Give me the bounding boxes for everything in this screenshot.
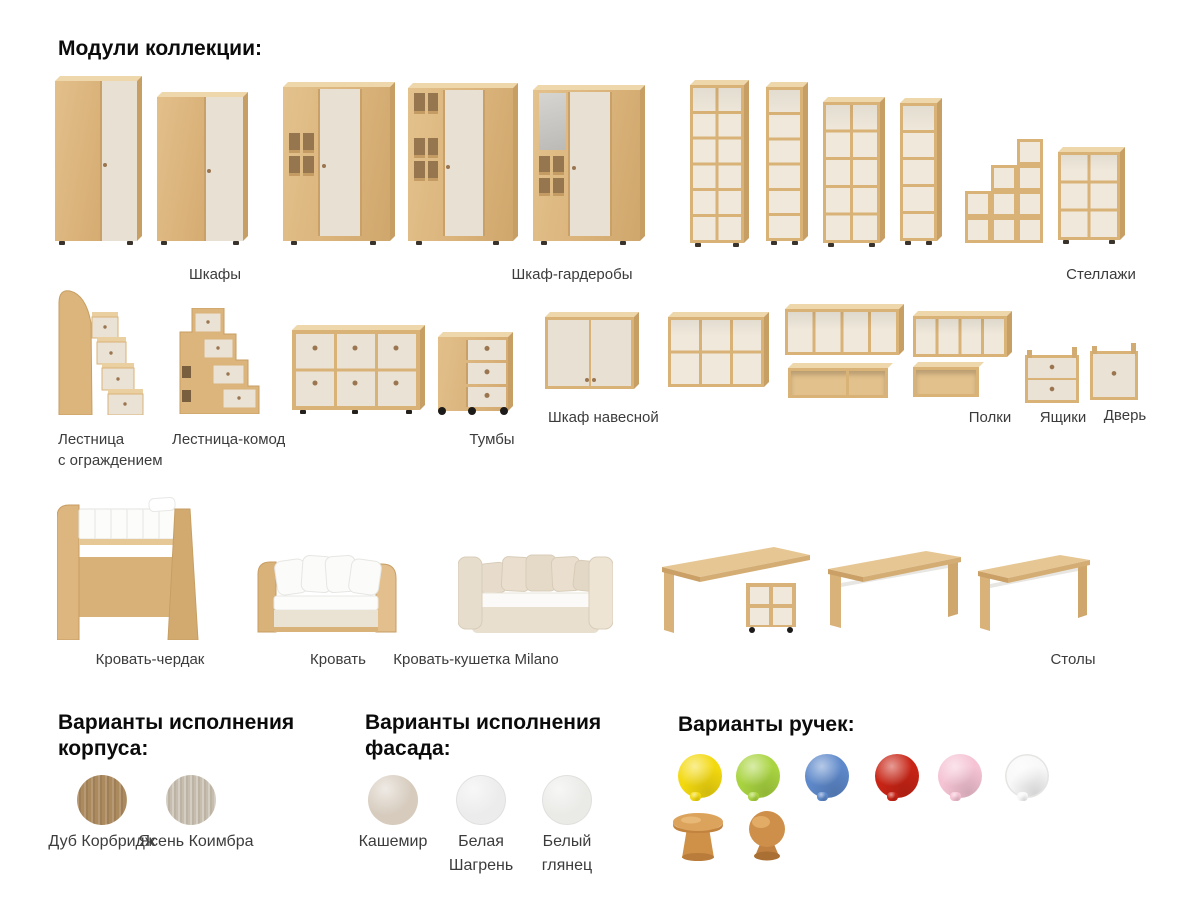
cubby-cell [303,156,314,176]
foot [300,410,306,414]
insert-door [1093,354,1135,397]
side-panel [803,82,808,241]
label-loft-bed: Кровать-чердак [95,651,205,668]
foot [59,241,65,245]
body-swatch-label: Дуб Корбридж [48,833,156,850]
foot [291,241,297,245]
wall-shelf-illustration [788,368,888,398]
dresser-illustration [292,330,420,410]
label-wardrobe-closets: Шкаф-гардеробы [511,266,633,283]
facade-options-title-line2: фасада: [365,737,451,760]
side-panel [390,82,395,241]
handle-knob-blue [805,754,849,798]
label-wardrobes: Шкафы [188,266,242,283]
daybed-illustration [458,545,613,638]
cubby-cell [303,133,314,153]
shelf-unit-2x6 [690,85,744,243]
right-leg-panel [948,559,958,617]
pillows [274,555,382,596]
left-arm [258,562,276,632]
knob-handle [207,169,211,173]
foot [828,243,834,247]
shelf-unit-1x5 [900,103,937,241]
foot [493,241,499,245]
facade-swatch-white-gloss [542,775,592,825]
wardrobe-closet-mirror-illustration [533,90,640,241]
side-panel [420,325,425,410]
caster-wheel [468,407,476,415]
label-wall-cabinet: Шкаф навесной [548,409,659,426]
cream-door [568,92,612,236]
cubby-cell [289,133,300,153]
top-panel [1058,147,1125,152]
cabinet-doors [548,320,631,386]
sphere-highlight [752,816,770,828]
ladder-steps [92,312,143,415]
top-panel [545,312,639,317]
wall-shelf-illustration [913,367,979,397]
top-panel [913,311,1012,316]
drawer-front [466,340,506,360]
label-ladder-line2: с ограждением [58,452,163,469]
desk-small-illustration [978,555,1090,631]
drawer-front [1028,380,1076,400]
top-panel [283,82,395,87]
caster-wheel [500,407,508,415]
cube-shelf-3x2 [668,317,764,387]
facade-swatch-label: глянец [541,857,593,874]
handle-knob-yellow [678,754,722,798]
drawer-stack [466,340,506,407]
mattress [79,497,175,539]
side-panel [243,92,248,241]
label-ladder-line1: Лестница [58,431,125,448]
cap-highlight [681,817,701,824]
foot [792,241,798,245]
top-panel [668,312,769,317]
foot [416,241,422,245]
mattress [478,593,593,609]
top-panel [408,83,518,88]
open-cubbies [414,138,438,181]
facade-options-title-line1: Варианты исполнения [365,711,602,734]
foot [1063,240,1069,244]
base-wood-strip [274,627,378,632]
top-panel [690,80,749,85]
cubby-cell [414,138,425,158]
rolling-cabinet-illustration [438,337,508,411]
cubby-cell [553,156,564,174]
cream-door [548,320,589,386]
bed-rail [79,539,175,545]
label-desks: Столы [1050,651,1096,668]
pillow [149,497,176,512]
foot [695,243,701,247]
label-drawers: Ящики [1039,409,1087,426]
door-front [1093,354,1135,397]
right-arm [589,557,613,629]
foot [541,241,547,245]
bed-sofa-illustration [252,548,402,636]
facade-swatch-label: Кашемир [358,833,428,850]
knob-handle [446,165,450,169]
open-cubbies [539,156,564,195]
facade-swatch-label: Белая [458,833,504,850]
wardrobe-short-illustration [157,97,243,241]
foot [869,243,875,247]
long-shelf-4cell-small [913,316,1007,357]
loft-bed-illustration [57,497,203,640]
facade-swatch-label: Шагрень [448,857,514,874]
open-cubbies [414,93,438,114]
label-door: Дверь [1103,407,1147,424]
top-panel [292,325,425,330]
facade-swatch-label: Белый [542,833,592,850]
side-panel [1007,311,1012,357]
railing-panel [59,291,92,415]
shelf-unit-2x5 [823,102,880,243]
foot [161,241,167,245]
wardrobe-tall-illustration [55,81,137,241]
side-panel [634,312,639,389]
foot [127,241,133,245]
handle-knob-wood-flat [671,812,725,862]
caster-wheel [438,407,446,415]
top-panel [788,363,893,368]
right-leg-panel [1078,562,1087,618]
cream-door [443,90,486,236]
cream-door [591,320,632,386]
cubby-cell [553,178,564,196]
left-leg-panel [830,573,841,628]
stair-shelf-illustration [965,135,1043,243]
cubby-cell [428,138,439,158]
top-panel [533,85,645,90]
side-panel [513,83,518,241]
shelf-unit-2x3 [1058,152,1120,240]
cubby-cell [414,161,425,181]
shelf-cube [746,583,796,633]
facade-swatch-cashmere [368,775,418,825]
side-panel [1120,147,1125,240]
facade-swatch-white-shagreen [456,775,506,825]
desktop [662,547,810,582]
base-panel [274,610,378,627]
top-panel [438,332,513,337]
desk-illustration [828,551,961,628]
cubby-cell [414,93,425,114]
handle-knob-white [1005,754,1049,798]
label-bed: Кровать [310,651,366,668]
handle-knob-wood-round [742,810,792,862]
foot [620,241,626,245]
drawer-insert-illustration [1025,355,1079,403]
page-title: Модули коллекции: [58,37,262,60]
left-leg-panel [664,571,674,633]
cubby-cell [539,178,550,196]
wall-cabinet-illustration [545,317,634,389]
body-swatch-ash [166,775,216,825]
door-insert-illustration [1090,351,1138,400]
knob-handle [572,166,576,170]
wardrobe-closet-illustration [408,88,513,241]
side-panel [137,76,142,241]
base-upholstered [472,607,599,633]
top-panel [913,362,984,367]
foot [771,241,777,245]
wood-door [157,97,204,241]
foot [733,243,739,247]
knob-handle [592,378,596,382]
drawer-front [1028,358,1076,378]
side-panel [640,85,645,241]
insert-drawers [1028,358,1076,400]
knob-handle [103,163,107,167]
foot [926,241,932,245]
drawer-front [466,387,506,407]
left-panel [57,505,79,640]
knob-handle [322,164,326,168]
cream-door [318,89,362,236]
side-panel [937,98,942,241]
wardrobe-closet-illustration [283,87,390,241]
label-daybed: Кровать-кушетка Milano [393,651,559,668]
top-panel [766,82,808,87]
foot [352,410,358,414]
label-pedestals: Тумбы [469,431,515,448]
long-shelf-4cell [785,309,899,355]
drawer-front [466,363,506,383]
open-cubbies [289,133,314,176]
ladder-chest-illustration [178,308,260,414]
side-panel [880,97,885,243]
body-options-title-line2: корпуса: [58,737,149,760]
left-leg-panel [980,575,990,631]
back-panel [79,557,175,617]
cream-door [100,81,137,241]
knob-base [754,852,780,861]
body-swatch-oak [77,775,127,825]
wood-door [55,81,100,241]
handle-knob-green [736,754,780,798]
handle-knob-pink [938,754,982,798]
body-options-title-line1: Варианты исполнения [58,711,295,734]
foot [905,241,911,245]
label-ladder-chest: Лестница-комод [172,431,286,448]
knob-sphere [749,811,785,847]
mattress [274,596,378,610]
side-panel [899,304,904,355]
desk-with-shelf-illustration [662,547,810,633]
top-panel [823,97,885,102]
top-panel [785,304,904,309]
knob-base [682,853,714,861]
foot [1109,240,1115,244]
foot [370,241,376,245]
shelf-divider [846,371,849,395]
top-panel [900,98,942,103]
handles-title: Варианты ручек: [678,713,855,736]
label-shelves: Полки [968,409,1012,426]
cubby-cell [539,156,550,174]
foot [406,410,412,414]
shelf-unit-1x6 [766,87,803,241]
body-swatch-label: Ясень Коимбра [138,833,254,850]
left-arm [458,557,482,629]
side-panel [508,332,513,411]
side-panel [764,312,769,387]
foot [233,241,239,245]
cubby-cell [289,156,300,176]
label-shelving: Стеллажи [1066,266,1136,283]
cubby-cell [428,93,439,114]
pillows [479,555,602,594]
cubby-cell [428,161,439,181]
side-panel [744,80,749,243]
handle-knob-red [875,754,919,798]
mirror-panel [539,93,566,150]
ladder-railing-illustration [55,287,145,415]
